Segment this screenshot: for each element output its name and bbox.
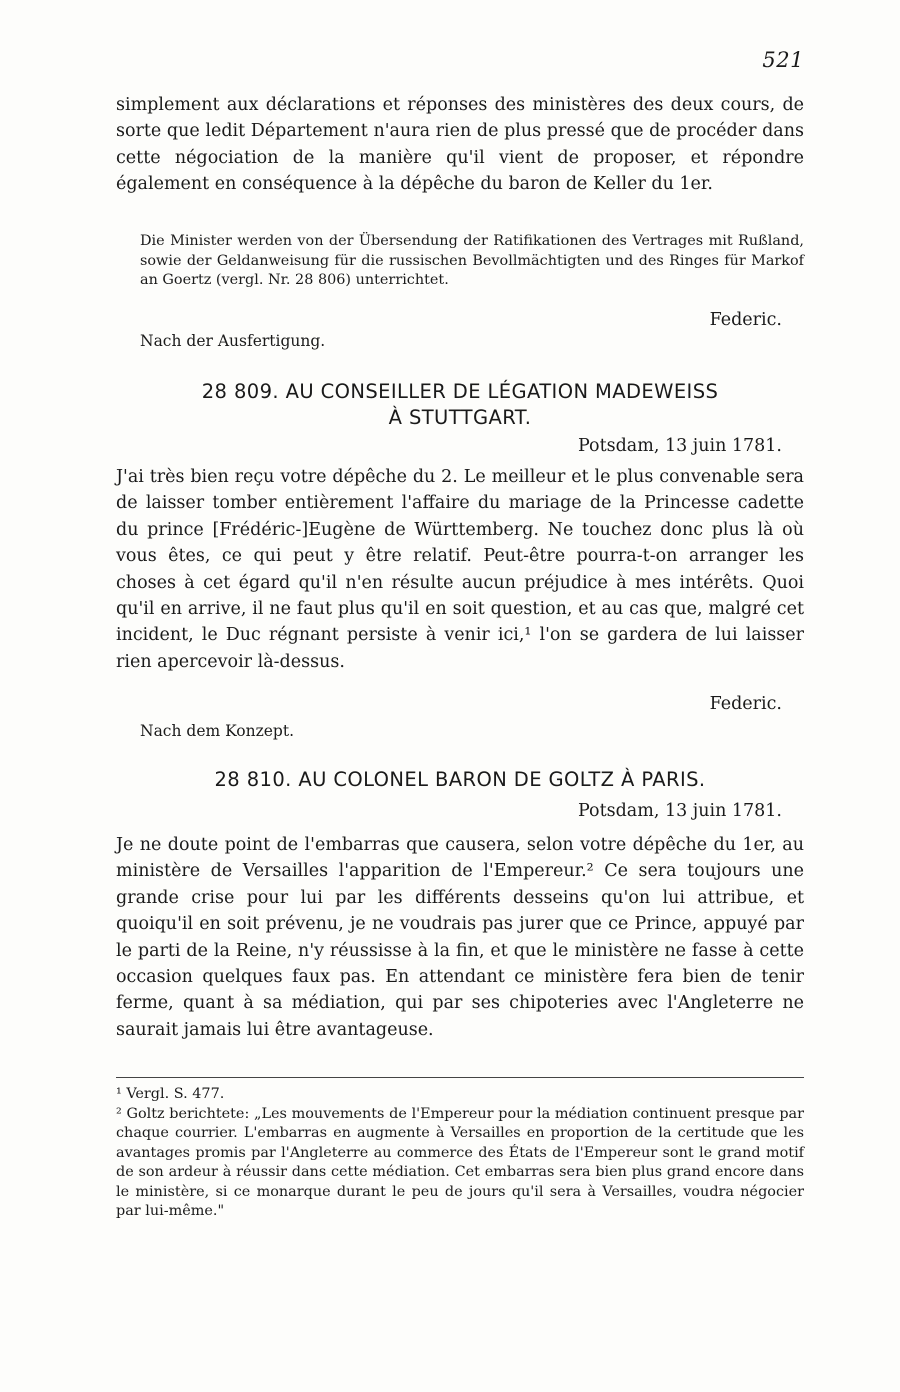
letter-heading-28810: 28 810. AU COLONEL BARON DE GOLTZ À PARIS.	[214, 768, 706, 791]
continuation-text: simplement aux déclarations et réponses des ministères des deux cours, de sorte que ledit Département n'aura rien de plus pressé que de procéder dans cette négociation de la manière qu'il vient de proposer, et répondre également en conséquence à la dépêche du baron de Keller du 1er.	[116, 95, 804, 195]
footnote-2: ² Goltz berichtete: „Les mouvements de l'Empereur pour la médiation continuent presque par chaque courrier. L'embarras en augmente à Versailles en proportion de la certitude que les avantages promis par l'Angleterre au commerce des États de l'Empereur sont le grand motif de son ardeur à réussir dans cette médiation. Cet embarras sera bien plus grand encore dans le ministère, si ce monarque durant le peu de jours qu'il sera à Versailles, voudra négocier par lui-même."	[116, 1105, 804, 1219]
footnote-1: ¹ Vergl. S. 477.	[116, 1086, 225, 1102]
letter-date-28809: Potsdam, 13 juin 1781.	[577, 436, 782, 456]
heading-line-1: 28 809. AU CONSEILLER DE LÉGATION MADEWEISS	[201, 380, 719, 403]
footnote-separator	[116, 1077, 804, 1078]
letter-text-28810: Je ne doute point de l'embarras que causera, selon votre dépêche du 1er, au ministère de Versailles l'apparition de l'Empereur.² Ce sera toujours une grande crise pour lui par les différents desseins qu'on lui attribue, et quoiqu'il en soit prévenu, je ne voudrais pas jurer que ce Prince, appuyé par le parti de la Reine, n'y réussisse à la fin, et que le ministère ne fasse à cette occasion quelques faux pas. En attendant ce ministère fera bien de tenir ferme, quant à sa médiation, qui par ses chipoteries avec l'Angleterre ne saurait jamais lui être avantageuse.	[116, 835, 804, 1040]
signature-1: Federic.	[709, 310, 782, 330]
footnotes	[116, 1085, 804, 1222]
letter-date-28810: Potsdam, 13 juin 1781.	[577, 801, 782, 821]
signature-2: Federic.	[709, 694, 782, 714]
heading-line-2: À STUTTGART.	[388, 406, 532, 429]
source-note-1: Nach der Ausfertigung.	[140, 332, 326, 350]
letter-text-28809: J'ai très bien reçu votre dépêche du 2. Le meilleur et le plus convenable sera de laisser tomber entièrement l'affaire du mariage de la Princesse cadette du prince [Frédéric-]Eugène de Württemberg. Ne touchez donc plus là où vous êtes, ce qui peut y être relatif. Peut-être pourra-t-on arranger les choses à cet égard qu'il n'en résulte aucun préjudice à mes intérêts. Quoi qu'il en arrive, il ne faut plus qu'il en soit question, et au cas que, malgré cet incident, le Duc régnant persiste à venir ici,¹ l'on se gardera de lui laisser rien apercevoir là-dessus.	[116, 467, 804, 672]
editorial-note: Die Minister werden von der Übersendung der Ratifikationen des Vertrages mit Rußland, sowie der Geldanweisung für die russischen Bevollmächtigten und des Ringes für Markof an Goertz (vergl. Nr. 28 806) unterrichtet.	[140, 233, 804, 289]
letter-heading-28809	[116, 379, 804, 431]
source-note-2: Nach dem Konzept.	[140, 722, 295, 740]
page-number: 521	[762, 48, 804, 72]
